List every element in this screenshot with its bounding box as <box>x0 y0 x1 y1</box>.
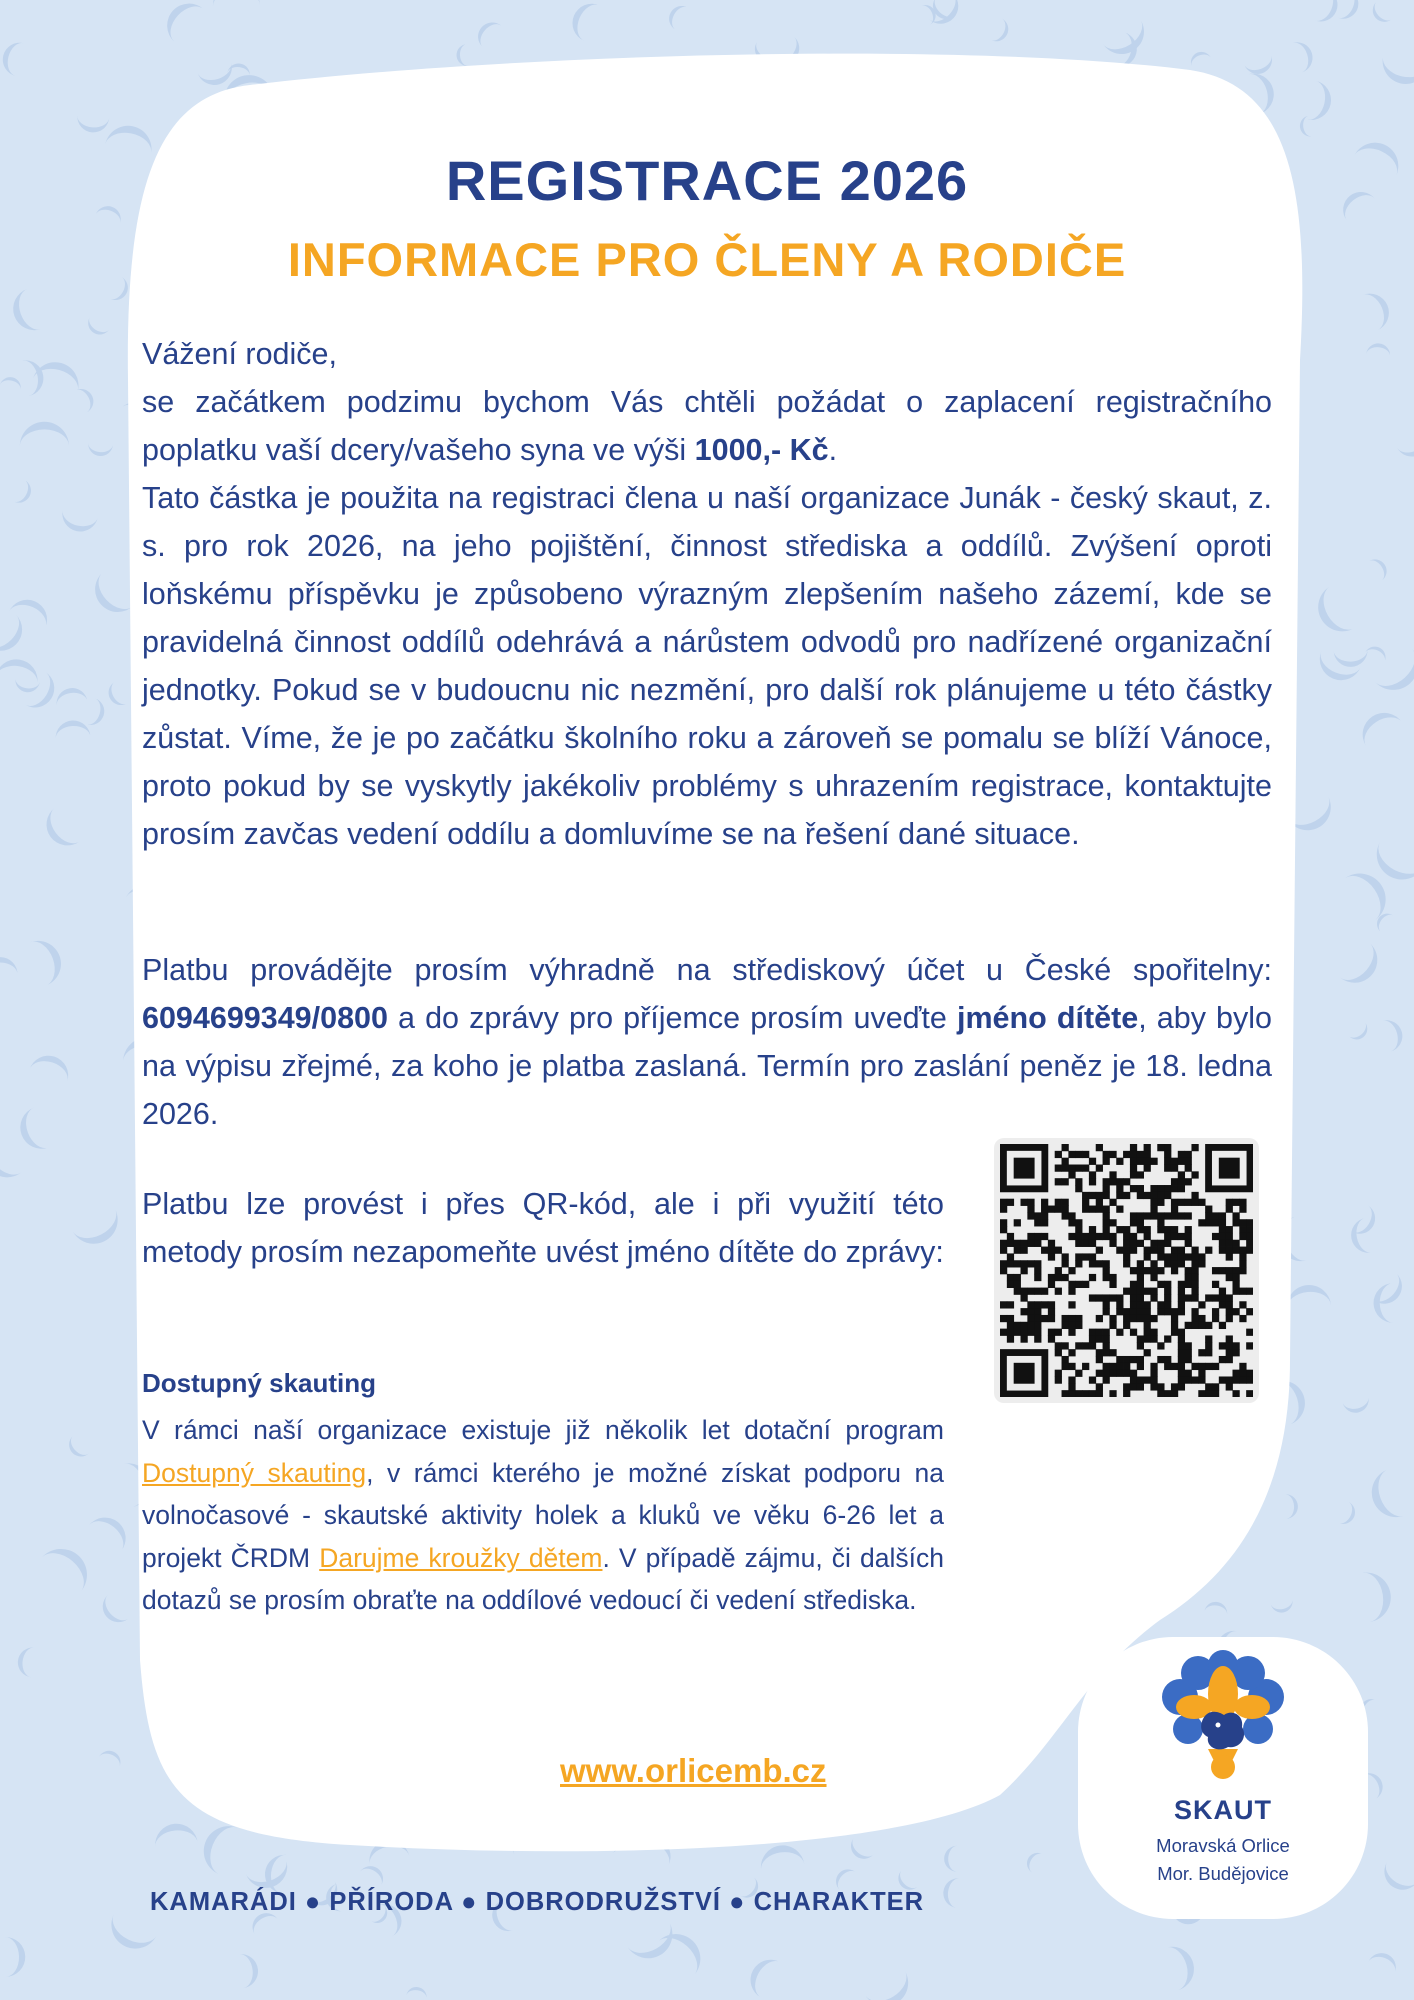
footer-motto: KAMARÁDI ● PŘÍRODA ● DOBRODRUŽSTVÍ ● CHARAKTER <box>150 1888 925 1916</box>
intro-paragraph <box>142 378 1272 474</box>
qr-code <box>994 1138 1259 1403</box>
payment-text-2: a do zprávy pro příjemce prosím uveďte <box>387 1001 957 1035</box>
logo-card <box>1078 1637 1368 1919</box>
logo-name: SKAUT <box>1174 1795 1272 1825</box>
child-name-emphasis: jméno dítěte <box>956 1001 1139 1035</box>
fee-amount: 1000,- Kč <box>694 433 829 467</box>
fee-explanation: Tato částka je použita na registraci člena u naší organizace Junák - český skaut, z. s. pro rok 2026, na jeho pojištění, činnost střediska a oddílů. Zvýšení oproti loňskému příspěvku je způsobeno výrazným zlepšením našeho zázemí, kde se pravidelná činnost oddílů odehrává a nárůstem odvodů pro nadřízené organizační jednotky. Pokud se v budoucnu nic nezmění, pro další rok plánujeme u této částky zůstat. Víme, že je po začátku školního roku a zároveň se pomalu se blíží Vánoce, proto pokud by se vyskytly jakékoliv problémy s uhrazením registrace, kontaktujte prosím zavčas vedení oddílu a domluvíme se na řešení dané situace. <box>142 481 1272 851</box>
logo-subtitle-1: Moravská Orlice <box>1156 1835 1290 1856</box>
payment-text-3: , aby bylo na výpisu zřejmé, za koho je platba zaslaná. Termín pro zaslání peněz je 18. ledna 2026. <box>142 1001 1272 1131</box>
logo-subtitle-2: Mor. Budějovice <box>1157 1863 1289 1884</box>
lily-emblem-icon <box>1158 1649 1288 1789</box>
website-link[interactable]: www.orlicemb.cz <box>560 1752 827 1789</box>
dostupny-text-3: . V případě zájmu, či dalších dotazů se prosím obraťte na oddílové vedoucí či vedení střediska. <box>142 1542 944 1615</box>
bank-account: 6094699349/0800 <box>142 1001 388 1035</box>
dostupny-heading: Dostupný skauting <box>142 1368 377 1398</box>
darujme-krouzky-link[interactable]: Darujme kroužky dětem <box>319 1542 603 1573</box>
payment-paragraph <box>142 946 1272 1138</box>
dostupny-paragraph <box>142 1409 944 1622</box>
intro-text-end: . <box>828 433 838 467</box>
greeting: Vážení rodiče, <box>142 337 337 371</box>
payment-text: Platbu provádějte prosím výhradně na střediskový účet u České spořitelny: <box>142 953 1272 987</box>
page-subtitle: INFORMACE PRO ČLENY A RODIČE <box>287 233 1127 286</box>
intro-section <box>142 330 1272 858</box>
dostupny-text-2: , v rámci kterého je možné získat podporu na volnočasové - skautské aktivity holek a kluků ve věku 6-26 let a projekt ČRDM <box>142 1457 944 1573</box>
intro-text: se začátkem podzimu bychom Vás chtěli požádat o zaplacení registračního poplatku vaší dcery/vašeho syna ve výši <box>142 385 1272 467</box>
page-title: REGISTRACE 2026 <box>445 149 969 212</box>
qr-paragraph: Platbu lze provést i přes QR-kód, ale i při využití této metody prosím nezapomeňte uvést jméno dítěte do zprávy: <box>142 1187 944 1269</box>
dostupny-skauting-link[interactable]: Dostupný skauting <box>142 1457 367 1488</box>
dostupny-text: V rámci naší organizace existuje již několik let dotační program <box>142 1415 944 1445</box>
